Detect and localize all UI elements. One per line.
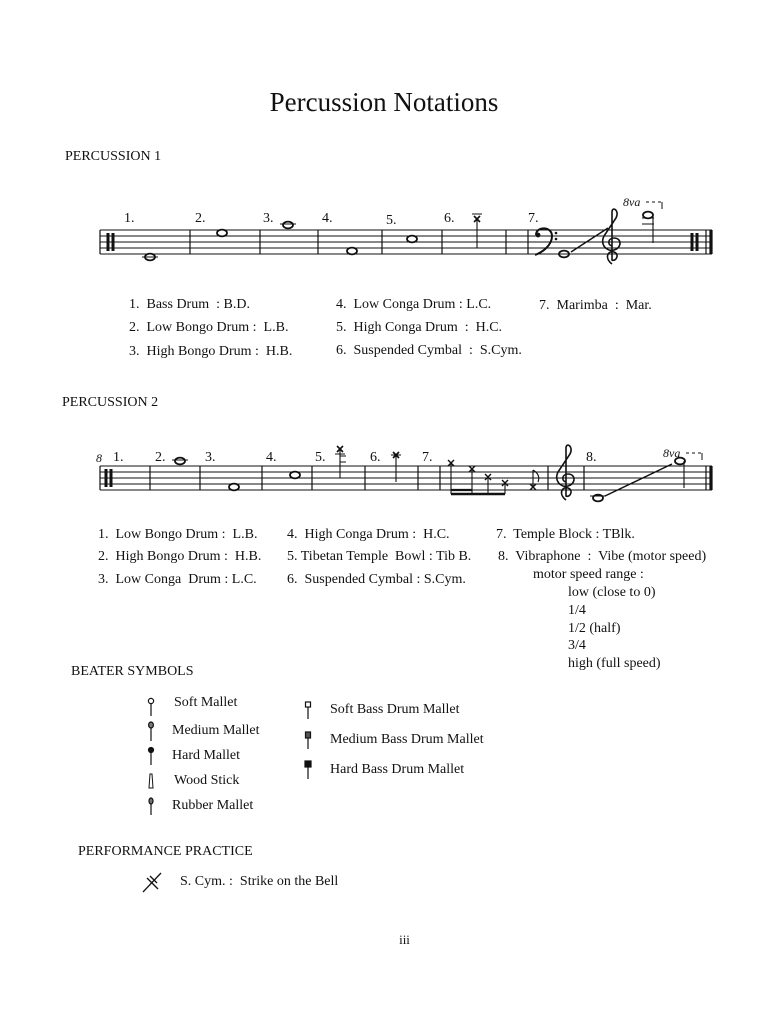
staff-number: 8.: [586, 450, 597, 465]
beater-label: Medium Mallet: [172, 723, 260, 738]
staff-number: 3.: [263, 211, 274, 226]
beater-symbols-heading: BEATER SYMBOLS: [71, 664, 194, 679]
motor-speed-item: 1/2 (half): [568, 621, 621, 636]
staff-number: 4.: [266, 450, 277, 465]
staff-number: 1.: [124, 211, 135, 226]
legend-item: 1. Low Bongo Drum : L.B.: [98, 527, 258, 542]
performance-practice-heading: PERFORMANCE PRACTICE: [78, 844, 253, 859]
beater-label: Rubber Mallet: [172, 798, 254, 813]
staff-number: 7.: [422, 450, 433, 465]
staff-number: 2.: [195, 211, 206, 226]
practice-item: S. Cym. : Strike on the Bell: [180, 874, 339, 889]
staff-number: 2.: [155, 450, 166, 465]
legend-item: 8. Vibraphone : Vibe (motor speed): [498, 549, 707, 564]
beater-label: Wood Stick: [174, 773, 240, 788]
staff-number: 5.: [315, 450, 326, 465]
beater-label: Hard Mallet: [172, 748, 241, 763]
svg-text:8va: 8va: [623, 195, 641, 209]
staff-number: 1.: [113, 450, 124, 465]
legend-item: 6. Suspended Cymbal : S.Cym.: [336, 343, 522, 358]
staff-number: 7.: [528, 211, 539, 226]
motor-speed-item: 3/4: [568, 638, 586, 653]
staff-number: 3.: [205, 450, 216, 465]
legend-item: 7. Marimba : Mar.: [539, 298, 652, 313]
clef-octave-mark: 8: [96, 451, 102, 465]
staff-number: 5.: [386, 213, 397, 228]
beater-label: Medium Bass Drum Mallet: [330, 732, 484, 747]
page-title: Percussion Notations: [269, 87, 499, 117]
beater-label: Soft Bass Drum Mallet: [330, 702, 460, 717]
beater-label: Soft Mallet: [174, 695, 238, 710]
legend-item: 5. High Conga Drum : H.C.: [336, 320, 503, 335]
legend-item: 1. Bass Drum : B.D.: [129, 297, 250, 312]
percussion-1-heading: PERCUSSION 1: [65, 149, 162, 164]
page-number: iii: [399, 932, 410, 947]
motor-speed-item: high (full speed): [568, 656, 661, 671]
staff-number: 6.: [370, 450, 381, 465]
motor-speed-item: low (close to 0): [568, 585, 656, 600]
staff-number: 6.: [444, 211, 455, 226]
svg-text:8va: 8va: [663, 446, 681, 460]
legend-item: 3. Low Conga Drum : L.C.: [98, 572, 257, 587]
legend-item: 2. Low Bongo Drum : L.B.: [129, 320, 289, 335]
legend-item: 5. Tibetan Temple Bowl : Tib B.: [287, 549, 472, 564]
legend-item: 6. Suspended Cymbal : S.Cym.: [287, 572, 466, 587]
motor-speed-item: 1/4: [568, 603, 586, 618]
legend-item: 4. High Conga Drum : H.C.: [287, 527, 450, 542]
beater-label: Hard Bass Drum Mallet: [330, 762, 465, 777]
legend-item: 3. High Bongo Drum : H.B.: [129, 344, 293, 359]
motor-speed-heading: motor speed range :: [533, 567, 644, 582]
legend-item: 4. Low Conga Drum : L.C.: [336, 297, 492, 312]
staff-number: 4.: [322, 211, 333, 226]
legend-item: 7. Temple Block : TBlk.: [496, 527, 635, 542]
percussion-2-heading: PERCUSSION 2: [62, 395, 159, 410]
legend-item: 2. High Bongo Drum : H.B.: [98, 549, 262, 564]
